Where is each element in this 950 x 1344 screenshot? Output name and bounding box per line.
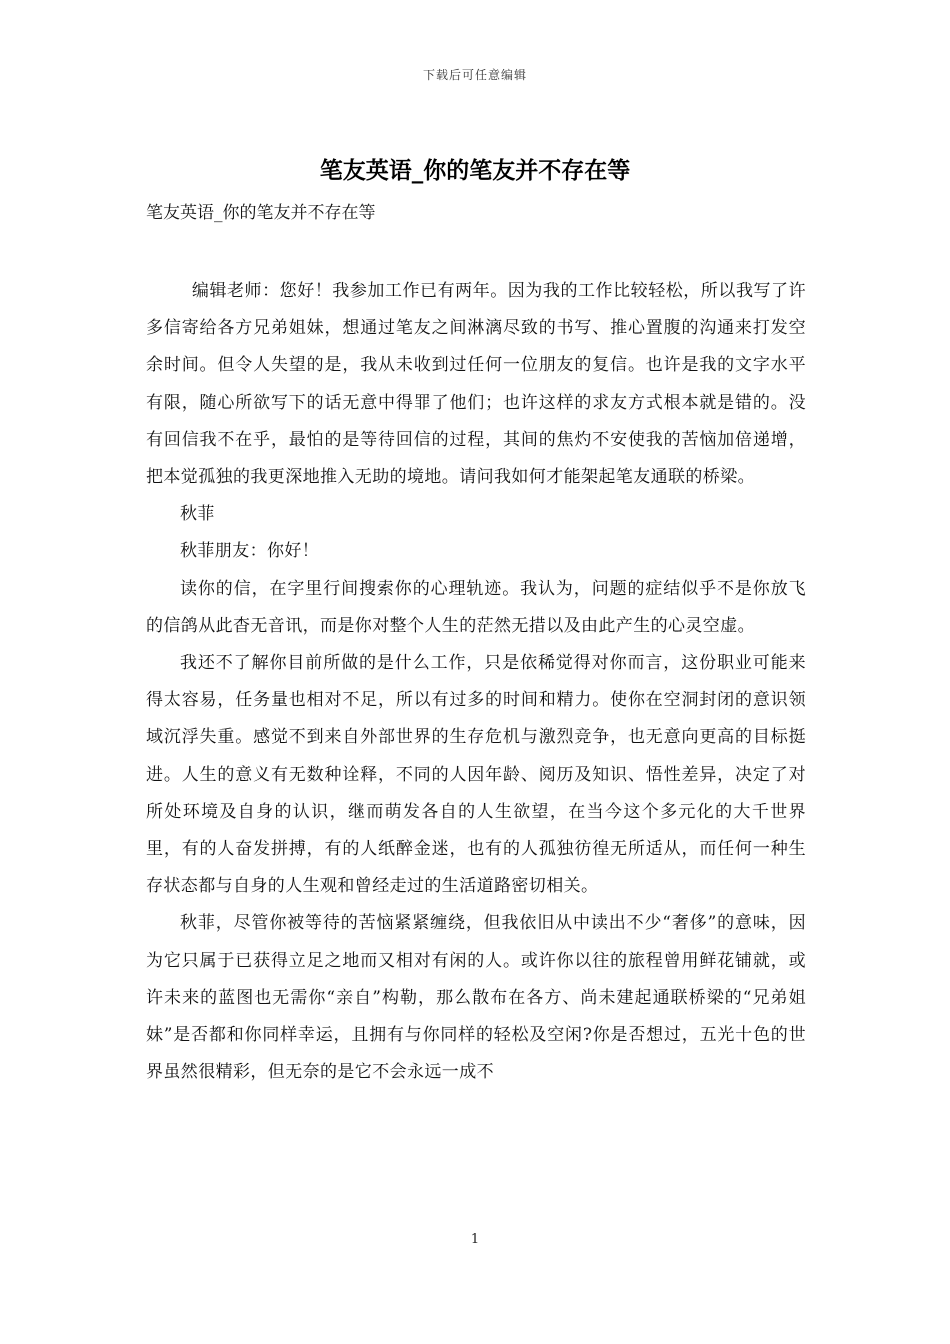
document-body [146, 273, 806, 1091]
page-number: 1 [470, 1232, 480, 1247]
paragraph-reply-1: 读你的信，在字里行间搜索你的心理轨迹。我认为，问题的症结似乎不是你放飞的信鸽从此杳无音讯，而是你对整个人生的茫然无措以及由此产生的心灵空虚。 [146, 578, 806, 636]
page-header: 下载后可任意编辑 [422, 68, 527, 82]
paragraph-reply-3: 秋菲，尽管你被等待的苦恼紧紧缠绕，但我依旧从中读出不少“奢侈”的意味，因为它只属于已获得立足之地而又相对有闲的人。或许你以往的旅程曾用鲜花铺就，或许未来的蓝图也无需你“亲自”构勒，那么散布在各方、尚未建起通联桥梁的“兄弟姐妹”是否都和你同样幸运，且拥有与你同样的轻松及空闲?你是否想过，五光十色的世界虽然很精彩，但无奈的是它不会永远一成不 [146, 913, 806, 1083]
paragraph-letter: 编辑老师：您好！我参加工作已有两年。因为我的工作比较轻松，所以我写了许多信寄给各方兄弟姐妹，想通过笔友之间淋漓尽致的书写、推心置腹的沟通来打发空余时间。但令人失望的是，我从未收到过任何一位朋友的复信。也许是我的文字水平有限，随心所欲写下的话无意中得罪了他们；也许这样的求友方式根本就是错的。没有回信我不在乎，最怕的是等待回信的过程，其间的焦灼不安使我的苦恼加倍递增，把本觉孤独的我更深地推入无助的境地。请问我如何才能架起笔友通联的桥梁。 [146, 281, 806, 488]
paragraph-greeting: 秋菲朋友：你好！ [180, 541, 320, 562]
document-subtitle: 笔友英语_你的笔友并不存在等 [146, 203, 376, 223]
paragraph-reply-2: 我还不了解你目前所做的是什么工作，只是依稀觉得对你而言，这份职业可能来得太容易，任务量也相对不足，所以有过多的时间和精力。使你在空洞封闭的意识领域沉浮失重。感觉不到来自外部世界的生存危机与激烈竞争，也无意向更高的目标挺进。人生的意义有无数种诠释，不同的人因年龄、阅历及知识、悟性差异，决定了对所处环境及自身的认识，继而萌发各自的人生欲望，在当今这个多元化的大千世界里，有的人奋发拼搏，有的人纸醉金迷，也有的人孤独彷徨无所适从，而任何一种生存状态都与自身的人生观和曾经走过的生活道路密切相关。 [146, 653, 806, 897]
document-title: 笔友英语_你的笔友并不存在等 [319, 157, 631, 184]
paragraph-signature: 秋菲 [180, 504, 215, 525]
